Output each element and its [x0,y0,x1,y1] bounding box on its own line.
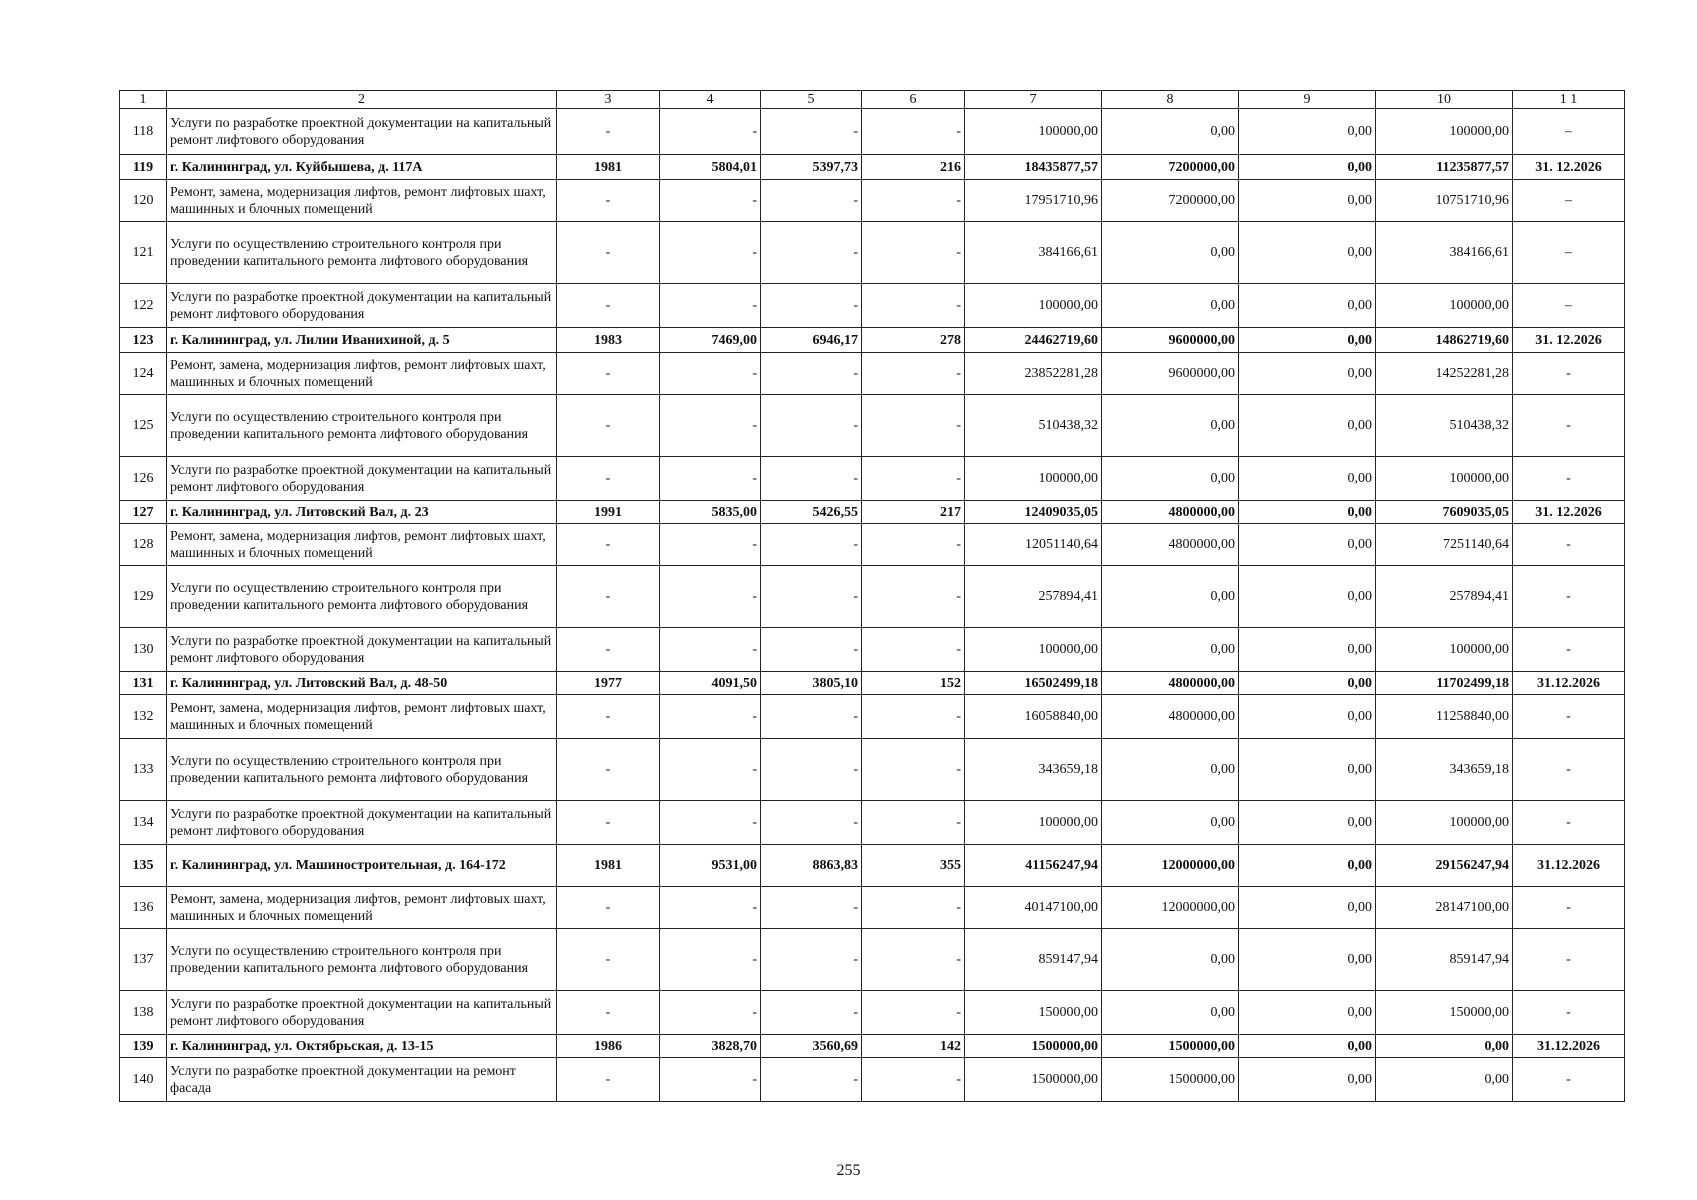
row-number-cell: 138 [120,991,167,1035]
deadline-cell: - [1513,395,1625,457]
deadline-cell: 31.12.2026 [1513,845,1625,887]
total-cost-cell: 1500000,00 [965,1058,1102,1102]
fund-cost-cell: 12000000,00 [1102,845,1239,887]
fund-cost-cell: 0,00 [1102,222,1239,284]
total-area-cell: - [660,284,761,328]
living-area-cell: 3805,10 [761,672,862,695]
total-cost-cell: 100000,00 [965,801,1102,845]
table-body [120,91,1625,1102]
description-cell: Ремонт, замена, модернизация лифтов, ремонт лифтовых шахт, машинных и блочных помещений [167,180,557,222]
row-number-cell: 125 [120,395,167,457]
description-cell: г. Калининград, ул. Октябрьская, д. 13-15 [167,1035,557,1058]
owners-cost-cell: 7609035,05 [1376,501,1513,524]
year-cell: - [557,739,660,801]
budget-cost-cell: 0,00 [1239,929,1376,991]
owners-cost-cell: 11258840,00 [1376,695,1513,739]
row-number-cell: 136 [120,887,167,929]
description-cell: г. Калининград, ул. Литовский Вал, д. 23 [167,501,557,524]
residents-cell: - [862,284,965,328]
header-row [120,91,1625,109]
description-cell: Услуги по разработке проектной документации на капитальный ремонт лифтового оборудования [167,628,557,672]
budget-cost-cell: 0,00 [1239,109,1376,155]
header-cell: 9 [1239,91,1376,109]
header-cell: 4 [660,91,761,109]
owners-cost-cell: 150000,00 [1376,991,1513,1035]
row-number-cell: 120 [120,180,167,222]
fund-cost-cell: 9600000,00 [1102,328,1239,353]
deadline-cell: - [1513,457,1625,501]
total-cost-cell: 100000,00 [965,284,1102,328]
deadline-cell: - [1513,695,1625,739]
total-cost-cell: 859147,94 [965,929,1102,991]
row-number-cell: 137 [120,929,167,991]
deadline-cell: - [1513,887,1625,929]
residents-cell: - [862,566,965,628]
row-number-cell: 139 [120,1035,167,1058]
deadline-cell: - [1513,566,1625,628]
living-area-cell: - [761,695,862,739]
budget-cost-cell: 0,00 [1239,566,1376,628]
total-area-cell: - [660,180,761,222]
row-number-cell: 128 [120,524,167,566]
year-cell: - [557,222,660,284]
deadline-cell: - [1513,628,1625,672]
fund-cost-cell: 1500000,00 [1102,1035,1239,1058]
address-row [120,155,1625,180]
living-area-cell: - [761,929,862,991]
work-row [120,566,1625,628]
fund-cost-cell: 0,00 [1102,929,1239,991]
work-row [120,991,1625,1035]
total-cost-cell: 41156247,94 [965,845,1102,887]
header-cell: 1 [120,91,167,109]
budget-cost-cell: 0,00 [1239,222,1376,284]
owners-cost-cell: 100000,00 [1376,628,1513,672]
living-area-cell: 5426,55 [761,501,862,524]
living-area-cell: 5397,73 [761,155,862,180]
header-cell: 7 [965,91,1102,109]
row-number-cell: 119 [120,155,167,180]
header-cell: 1 1 [1513,91,1625,109]
total-cost-cell: 100000,00 [965,109,1102,155]
deadline-cell: 31.12.2026 [1513,672,1625,695]
work-row [120,180,1625,222]
year-cell: - [557,109,660,155]
work-row [120,457,1625,501]
budget-cost-cell: 0,00 [1239,672,1376,695]
description-cell: г. Калининград, ул. Машиностроительная, д. 164-172 [167,845,557,887]
living-area-cell: 6946,17 [761,328,862,353]
residents-cell: - [862,887,965,929]
work-row [120,109,1625,155]
living-area-cell: - [761,887,862,929]
total-cost-cell: 12409035,05 [965,501,1102,524]
total-cost-cell: 16058840,00 [965,695,1102,739]
residents-cell: - [862,524,965,566]
description-cell: Услуги по разработке проектной документации на капитальный ремонт лифтового оборудования [167,457,557,501]
total-area-cell: - [660,929,761,991]
living-area-cell: 8863,83 [761,845,862,887]
description-cell: Услуги по осуществлению строительного контроля при проведении капитального ремонта лифтового оборудования [167,222,557,284]
deadline-cell: 31.12.2026 [1513,1035,1625,1058]
owners-cost-cell: 28147100,00 [1376,887,1513,929]
description-cell: Ремонт, замена, модернизация лифтов, ремонт лифтовых шахт, машинных и блочных помещений [167,695,557,739]
owners-cost-cell: 7251140,64 [1376,524,1513,566]
year-cell: - [557,628,660,672]
deadline-cell: - [1513,524,1625,566]
row-number-cell: 131 [120,672,167,695]
deadline-cell: 31. 12.2026 [1513,155,1625,180]
budget-cost-cell: 0,00 [1239,739,1376,801]
total-cost-cell: 257894,41 [965,566,1102,628]
description-cell: Услуги по разработке проектной документации на капитальный ремонт лифтового оборудования [167,284,557,328]
year-cell: 1977 [557,672,660,695]
work-row [120,395,1625,457]
work-row [120,524,1625,566]
year-cell: - [557,284,660,328]
row-number-cell: 132 [120,695,167,739]
header-cell: 6 [862,91,965,109]
work-row [120,695,1625,739]
fund-cost-cell: 12000000,00 [1102,887,1239,929]
living-area-cell: - [761,180,862,222]
total-cost-cell: 100000,00 [965,628,1102,672]
address-row [120,328,1625,353]
row-number-cell: 123 [120,328,167,353]
row-number-cell: 129 [120,566,167,628]
description-cell: Ремонт, замена, модернизация лифтов, ремонт лифтовых шахт, машинных и блочных помещений [167,887,557,929]
year-cell: - [557,180,660,222]
total-area-cell: - [660,566,761,628]
description-cell: Услуги по осуществлению строительного контроля при проведении капитального ремонта лифтового оборудования [167,739,557,801]
deadline-cell: - [1513,1058,1625,1102]
year-cell: - [557,353,660,395]
total-area-cell: 5835,00 [660,501,761,524]
residents-cell: - [862,1058,965,1102]
residents-cell: - [862,801,965,845]
row-number-cell: 126 [120,457,167,501]
work-row [120,222,1625,284]
owners-cost-cell: 100000,00 [1376,457,1513,501]
deadline-cell: - [1513,353,1625,395]
total-cost-cell: 510438,32 [965,395,1102,457]
total-cost-cell: 18435877,57 [965,155,1102,180]
living-area-cell: - [761,222,862,284]
row-number-cell: 121 [120,222,167,284]
row-number-cell: 140 [120,1058,167,1102]
year-cell: - [557,801,660,845]
row-number-cell: 127 [120,501,167,524]
budget-cost-cell: 0,00 [1239,1035,1376,1058]
total-cost-cell: 1500000,00 [965,1035,1102,1058]
budget-cost-cell: 0,00 [1239,887,1376,929]
total-cost-cell: 40147100,00 [965,887,1102,929]
year-cell: 1981 [557,845,660,887]
description-cell: г. Калининград, ул. Лилии Иванихиной, д. 5 [167,328,557,353]
header-cell: 10 [1376,91,1513,109]
deadline-cell: - [1513,991,1625,1035]
header-cell: 2 [167,91,557,109]
row-number-cell: 134 [120,801,167,845]
description-cell: Услуги по разработке проектной документации на капитальный ремонт лифтового оборудования [167,991,557,1035]
total-cost-cell: 384166,61 [965,222,1102,284]
total-area-cell: - [660,457,761,501]
year-cell: - [557,524,660,566]
budget-cost-cell: 0,00 [1239,353,1376,395]
deadline-cell: – [1513,222,1625,284]
year-cell: - [557,991,660,1035]
residents-cell: - [862,695,965,739]
total-area-cell: - [660,801,761,845]
total-area-cell: 5804,01 [660,155,761,180]
living-area-cell: - [761,739,862,801]
fund-cost-cell: 0,00 [1102,457,1239,501]
total-area-cell: 9531,00 [660,845,761,887]
budget-cost-cell: 0,00 [1239,524,1376,566]
year-cell: 1991 [557,501,660,524]
owners-cost-cell: 10751710,96 [1376,180,1513,222]
owners-cost-cell: 0,00 [1376,1058,1513,1102]
description-cell: Услуги по разработке проектной документации на капитальный ремонт лифтового оборудования [167,109,557,155]
total-area-cell: - [660,739,761,801]
work-row [120,801,1625,845]
work-row [120,284,1625,328]
fund-cost-cell: 0,00 [1102,284,1239,328]
owners-cost-cell: 0,00 [1376,1035,1513,1058]
total-area-cell: - [660,1058,761,1102]
total-area-cell: - [660,628,761,672]
budget-cost-cell: 0,00 [1239,801,1376,845]
total-area-cell: - [660,109,761,155]
work-row [120,1058,1625,1102]
description-cell: Ремонт, замена, модернизация лифтов, ремонт лифтовых шахт, машинных и блочных помещений [167,353,557,395]
budget-cost-cell: 0,00 [1239,695,1376,739]
description-cell: г. Калининград, ул. Литовский Вал, д. 48-50 [167,672,557,695]
total-area-cell: - [660,524,761,566]
year-cell: - [557,566,660,628]
budget-cost-cell: 0,00 [1239,457,1376,501]
row-number-cell: 130 [120,628,167,672]
residents-cell: - [862,222,965,284]
total-cost-cell: 23852281,28 [965,353,1102,395]
total-cost-cell: 24462719,60 [965,328,1102,353]
page-number: 255 [836,1162,861,1179]
fund-cost-cell: 0,00 [1102,628,1239,672]
residents-cell: - [862,457,965,501]
address-row [120,845,1625,887]
description-cell: Ремонт, замена, модернизация лифтов, ремонт лифтовых шахт, машинных и блочных помещений [167,524,557,566]
fund-cost-cell: 4800000,00 [1102,695,1239,739]
total-cost-cell: 17951710,96 [965,180,1102,222]
work-row [120,628,1625,672]
fund-cost-cell: 7200000,00 [1102,180,1239,222]
owners-cost-cell: 384166,61 [1376,222,1513,284]
description-cell: г. Калининград, ул. Куйбышева, д. 117А [167,155,557,180]
description-cell: Услуги по осуществлению строительного контроля при проведении капитального ремонта лифтового оборудования [167,395,557,457]
budget-cost-cell: 0,00 [1239,991,1376,1035]
living-area-cell: - [761,457,862,501]
total-cost-cell: 12051140,64 [965,524,1102,566]
address-row [120,672,1625,695]
fund-cost-cell: 4800000,00 [1102,672,1239,695]
year-cell: 1981 [557,155,660,180]
budget-cost-cell: 0,00 [1239,155,1376,180]
fund-cost-cell: 0,00 [1102,395,1239,457]
residents-cell: 355 [862,845,965,887]
living-area-cell: - [761,353,862,395]
year-cell: - [557,929,660,991]
year-cell: - [557,395,660,457]
row-number-cell: 118 [120,109,167,155]
residents-cell: - [862,739,965,801]
total-area-cell: 4091,50 [660,672,761,695]
living-area-cell: 3560,69 [761,1035,862,1058]
residents-cell: 142 [862,1035,965,1058]
budget-cost-cell: 0,00 [1239,628,1376,672]
fund-cost-cell: 0,00 [1102,739,1239,801]
work-row [120,353,1625,395]
budget-cost-cell: 0,00 [1239,284,1376,328]
living-area-cell: - [761,1058,862,1102]
total-cost-cell: 343659,18 [965,739,1102,801]
description-cell: Услуги по осуществлению строительного контроля при проведении капитального ремонта лифтового оборудования [167,929,557,991]
living-area-cell: - [761,524,862,566]
owners-cost-cell: 100000,00 [1376,801,1513,845]
owners-cost-cell: 257894,41 [1376,566,1513,628]
deadline-cell: - [1513,801,1625,845]
fund-cost-cell: 9600000,00 [1102,353,1239,395]
fund-cost-cell: 0,00 [1102,566,1239,628]
living-area-cell: - [761,395,862,457]
fund-cost-cell: 0,00 [1102,109,1239,155]
living-area-cell: - [761,284,862,328]
residents-cell: - [862,991,965,1035]
budget-cost-cell: 0,00 [1239,180,1376,222]
fund-cost-cell: 1500000,00 [1102,1058,1239,1102]
total-area-cell: - [660,695,761,739]
work-row [120,887,1625,929]
year-cell: - [557,1058,660,1102]
budget-cost-cell: 0,00 [1239,501,1376,524]
total-cost-cell: 16502499,18 [965,672,1102,695]
residents-cell: 216 [862,155,965,180]
header-cell: 3 [557,91,660,109]
row-number-cell: 124 [120,353,167,395]
owners-cost-cell: 14862719,60 [1376,328,1513,353]
address-row [120,501,1625,524]
deadline-cell: 31. 12.2026 [1513,328,1625,353]
year-cell: - [557,457,660,501]
owners-cost-cell: 343659,18 [1376,739,1513,801]
fund-cost-cell: 4800000,00 [1102,501,1239,524]
living-area-cell: - [761,991,862,1035]
year-cell: 1983 [557,328,660,353]
address-row [120,1035,1625,1058]
fund-cost-cell: 4800000,00 [1102,524,1239,566]
budget-cost-cell: 0,00 [1239,328,1376,353]
row-number-cell: 133 [120,739,167,801]
residents-cell: 152 [862,672,965,695]
deadline-cell: - [1513,929,1625,991]
owners-cost-cell: 11702499,18 [1376,672,1513,695]
owners-cost-cell: 100000,00 [1376,284,1513,328]
living-area-cell: - [761,109,862,155]
fund-cost-cell: 7200000,00 [1102,155,1239,180]
residents-cell: - [862,109,965,155]
year-cell: 1986 [557,1035,660,1058]
header-cell: 8 [1102,91,1239,109]
deadline-cell: - [1513,739,1625,801]
residents-cell: 217 [862,501,965,524]
deadline-cell: 31. 12.2026 [1513,501,1625,524]
total-cost-cell: 100000,00 [965,457,1102,501]
row-number-cell: 135 [120,845,167,887]
total-area-cell: - [660,222,761,284]
description-cell: Услуги по осуществлению строительного контроля при проведении капитального ремонта лифтового оборудования [167,566,557,628]
residents-cell: - [862,395,965,457]
total-area-cell: - [660,353,761,395]
description-cell: Услуги по разработке проектной документации на ремонт фасада [167,1058,557,1102]
budget-cost-cell: 0,00 [1239,395,1376,457]
year-cell: - [557,887,660,929]
owners-cost-cell: 11235877,57 [1376,155,1513,180]
deadline-cell: – [1513,180,1625,222]
residents-cell: 278 [862,328,965,353]
fund-cost-cell: 0,00 [1102,991,1239,1035]
budget-cost-cell: 0,00 [1239,845,1376,887]
living-area-cell: - [761,628,862,672]
row-number-cell: 122 [120,284,167,328]
total-area-cell: - [660,887,761,929]
residents-cell: - [862,929,965,991]
total-cost-cell: 150000,00 [965,991,1102,1035]
deadline-cell: – [1513,109,1625,155]
description-cell: Услуги по разработке проектной документации на капитальный ремонт лифтового оборудования [167,801,557,845]
header-cell: 5 [761,91,862,109]
data-table [119,90,1625,1102]
residents-cell: - [862,180,965,222]
residents-cell: - [862,353,965,395]
total-area-cell: 7469,00 [660,328,761,353]
owners-cost-cell: 859147,94 [1376,929,1513,991]
owners-cost-cell: 100000,00 [1376,109,1513,155]
work-row [120,739,1625,801]
year-cell: - [557,695,660,739]
total-area-cell: - [660,991,761,1035]
deadline-cell: – [1513,284,1625,328]
owners-cost-cell: 510438,32 [1376,395,1513,457]
living-area-cell: - [761,566,862,628]
owners-cost-cell: 14252281,28 [1376,353,1513,395]
owners-cost-cell: 29156247,94 [1376,845,1513,887]
living-area-cell: - [761,801,862,845]
budget-cost-cell: 0,00 [1239,1058,1376,1102]
total-area-cell: - [660,395,761,457]
total-area-cell: 3828,70 [660,1035,761,1058]
residents-cell: - [862,628,965,672]
work-row [120,929,1625,991]
fund-cost-cell: 0,00 [1102,801,1239,845]
